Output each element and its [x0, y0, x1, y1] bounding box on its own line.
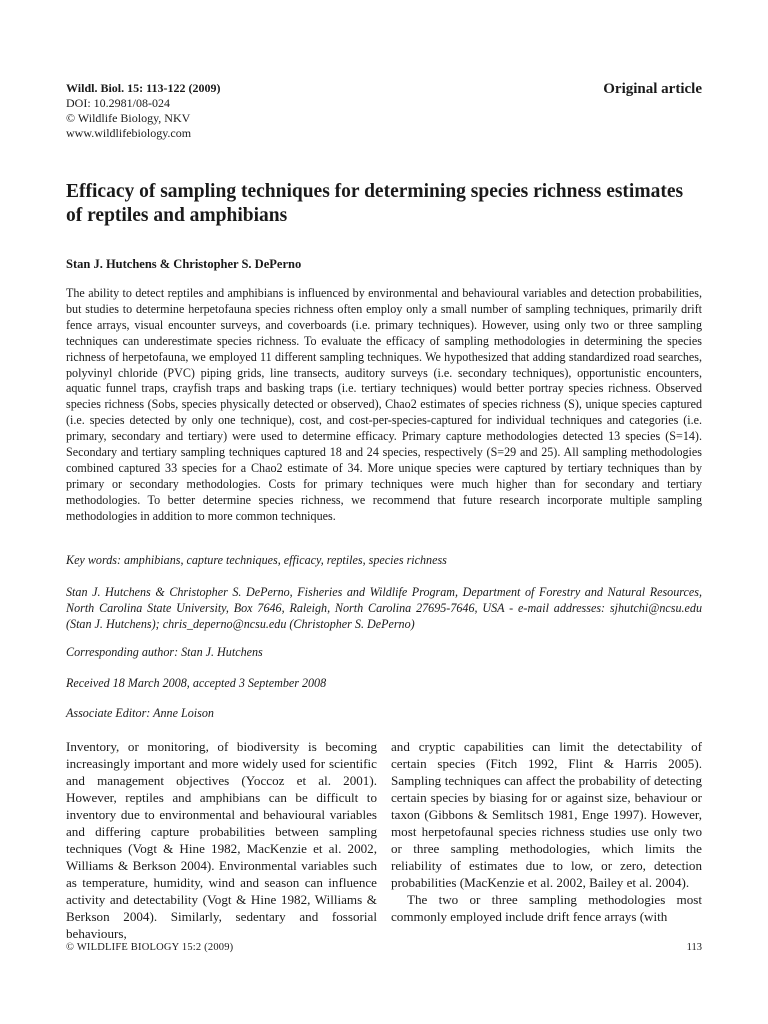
- doi: DOI: 10.2981/08-024: [66, 96, 170, 110]
- journal-website: www.wildlifebiology.com: [66, 126, 192, 140]
- abstract: The ability to detect reptiles and amphibians is influenced by environmental and behavioural variables and detection probabilities, but studies to determine herpetofauna species richness often employ only a small number of sampling techniques, primarily drift fence arrays, visual encounter surveys, and coverboards (i.e. primary techniques). However, using only two or three sampling techniques can underestimate species richness. To evaluate the efficacy of sampling methodologies in determining the species richness of herpetofauna, we employed 11 different sampling techniques. We hypothesized that adding standardized road searches, polyvinyl chloride (PVC) piping grids, line transects, auditory surveys (i.e. secondary techniques), opportunistic encounters, aquatic funnel traps, crayfish traps and basking traps (i.e. tertiary techniques) would better portray species richness. Observed species richness (Sobs, species physically detected or observed), Chao2 estimates of species richness (S), unique species captured (i.e. species detected by only one technique), cost, and cost-per-species-captured for individual techniques and categories (i.e. primary, secondary and tertiary) were used to determine efficacy. Primary capture methodologies detected 13 species (S=14). Secondary and tertiary sampling techniques captured 18 and 24 species, respectively (S=29 and 25). All sampling methodologies combined captured 33 species for a Chao2 estimate of 34. More unique species were captured by tertiary techniques than by primary or secondary methodologies. Costs for primary techniques were much higher than for secondary and tertiary methodologies. To better determine species richness, we recommend that future research incorporate multiple sampling methodologies in addition to more common techniques.: [66, 286, 702, 523]
- body-paragraph: and cryptic capabilities can limit the detectability of certain species (Fitch 1992, Flint & Harris 2005). Sampling techniques can affect the probability of detecting certain species by biasing for or against size, behaviour or taxon (Gibbons & Semlitsch 1981, Enge 1997). However, most herpetofaunal species richness studies use only two or three sampling methodologies, which limits the reliability of estimates due to low, or zero, detection probabilities (MacKenzie et al. 2002, Bailey et al. 2004).: [391, 739, 702, 890]
- body-paragraph: The two or three sampling methodologies most commonly employed include drift fence arrays (with: [391, 892, 702, 924]
- journal-reference: Wildl. Biol. 15: 113-122 (2009): [66, 81, 221, 95]
- body-paragraph: Inventory, or monitoring, of biodiversity is becoming increasingly important and more widely used for scientific and management objectives (Yoccoz et al. 2001). However, reptiles and amphibians can be difficult to inventory due to environmental and behavioural variables and differing capture probabilities between sampling techniques (Vogt & Hine 1982, MacKenzie et al. 2002, Williams & Berkson 2004). Environmental variables such as temperature, humidity, wind and season can influence activity and detectability (Vogt & Hine 1982, Williams & Berkson 2004). Similarly, sedentary and fossorial behaviours,: [66, 739, 377, 941]
- footer-journal: © WILDLIFE BIOLOGY 15:2 (2009): [66, 942, 234, 953]
- received-dates: Received 18 March 2008, accepted 3 September 2008: [66, 676, 327, 690]
- article-type-label: Original article: [603, 81, 702, 97]
- author-list: Stan J. Hutchens & Christopher S. DePerno: [66, 257, 302, 271]
- author-affiliation: Stan J. Hutchens & Christopher S. DePerno, Fisheries and Wildlife Program, Department of Forestry and Natural Resources, North Carolina State University, Box 7646, Raleigh, North Carolina 27695-7646, USA - e-mail addresses: sjhutchi@ncsu.edu (Stan J. Hutchens); chris_deperno@ncsu.edu (Christopher S. DePerno): [66, 585, 702, 631]
- corresponding-author: Corresponding author: Stan J. Hutchens: [66, 645, 263, 659]
- article-title: Efficacy of sampling techniques for determining species richness estimates of reptiles and amphibians: [66, 181, 684, 226]
- copyright-line: © Wildlife Biology, NKV: [66, 111, 191, 125]
- body-column-left: [66, 738, 377, 942]
- journal-metadata: [66, 81, 220, 141]
- keywords: Key words: amphibians, capture techniques, efficacy, reptiles, species richness: [66, 553, 447, 567]
- associate-editor: Associate Editor: Anne Loison: [66, 706, 214, 720]
- page-number: 113: [686, 942, 702, 953]
- body-column-right: [391, 738, 702, 925]
